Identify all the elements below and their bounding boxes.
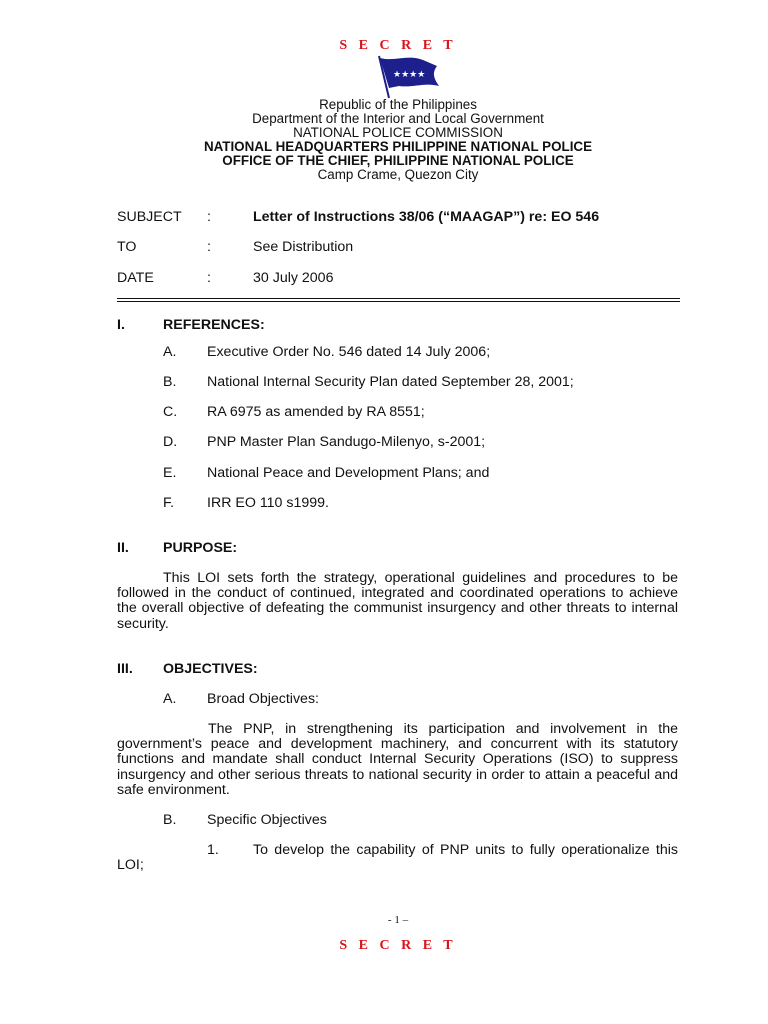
broad-objectives-letter: A. [163, 691, 177, 707]
reference-letter: C. [163, 404, 178, 420]
section-references-num: I. [117, 317, 125, 333]
divider-rule-2 [117, 301, 680, 302]
section-purpose-title: PURPOSE: [163, 540, 238, 556]
section-objectives-title: OBJECTIVES: [163, 661, 258, 677]
subject-value: Letter of Instructions 38/06 (“MAAGAP”) re: EO 546 [253, 209, 600, 225]
reference-letter: A. [163, 344, 177, 360]
classification-bottom: S E C R E T [339, 938, 457, 953]
reference-text: RA 6975 as amended by RA 8551; [207, 404, 425, 420]
svg-text:★★★★: ★★★★ [393, 70, 426, 80]
reference-text: Executive Order No. 546 dated 14 July 2006; [207, 344, 491, 360]
subject-colon: : [207, 209, 211, 225]
broad-objectives-paragraph: The PNP, in strengthening its participation and involvement in the government’s peace and development machinery, and concurrent with its statutory functions and mandate shall conduct Internal Security Operations (ISO) to suppress insurgency and other serious threats to national security in order to attain a peaceful and safe environment. [117, 721, 678, 798]
reference-text: PNP Master Plan Sandugo-Milenyo, s-2001; [207, 434, 486, 450]
to-colon: : [207, 239, 211, 255]
pnp-flag-logo [373, 52, 445, 100]
header-commission: NATIONAL POLICE COMMISSION [293, 125, 503, 140]
reference-text: National Peace and Development Plans; and [207, 465, 490, 481]
specific-item-text: To develop the capability of PNP units to fully operationalize this LOI; [117, 842, 678, 874]
reference-text: National Internal Security Plan dated September 28, 2001; [207, 374, 574, 390]
reference-letter: F. [163, 495, 175, 511]
section-objectives-num: III. [117, 661, 133, 677]
page-number: - 1 – [387, 914, 409, 926]
header-office-chief: OFFICE OF THE CHIEF, PHILIPPINE NATIONAL POLICE [222, 153, 574, 168]
date-colon: : [207, 270, 211, 286]
broad-objectives-title: Broad Objectives: [207, 691, 319, 707]
to-label: TO [117, 239, 137, 255]
reference-text: IRR EO 110 s1999. [207, 495, 329, 511]
header-department: Department of the Interior and Local Government [252, 111, 544, 126]
subject-label: SUBJECT [117, 209, 182, 225]
section-references-title: REFERENCES: [163, 317, 265, 333]
reference-letter: B. [163, 374, 177, 390]
divider-rule-1 [117, 298, 680, 299]
specific-objectives-letter: B. [163, 812, 177, 828]
classification-top: S E C R E T [339, 38, 457, 53]
header-location: Camp Crame, Quezon City [317, 167, 479, 182]
date-label: DATE [117, 270, 154, 286]
header-republic: Republic of the Philippines [319, 97, 477, 112]
purpose-paragraph: This LOI sets forth the strategy, operational guidelines and procedures to be followed in the conduct of continued, integrated and coordinated operations to achieve the overall objective of defeating the communist insurgency and other threats to internal security. [117, 570, 678, 632]
section-purpose-num: II. [117, 540, 129, 556]
reference-letter: D. [163, 434, 178, 450]
specific-item-number: 1. [207, 842, 219, 858]
specific-objectives-title: Specific Objectives [207, 812, 327, 828]
date-value: 30 July 2006 [253, 270, 334, 286]
reference-letter: E. [163, 465, 177, 481]
to-value: See Distribution [253, 239, 354, 255]
header-national-hq: NATIONAL HEADQUARTERS PHILIPPINE NATIONAL POLICE [203, 139, 593, 154]
